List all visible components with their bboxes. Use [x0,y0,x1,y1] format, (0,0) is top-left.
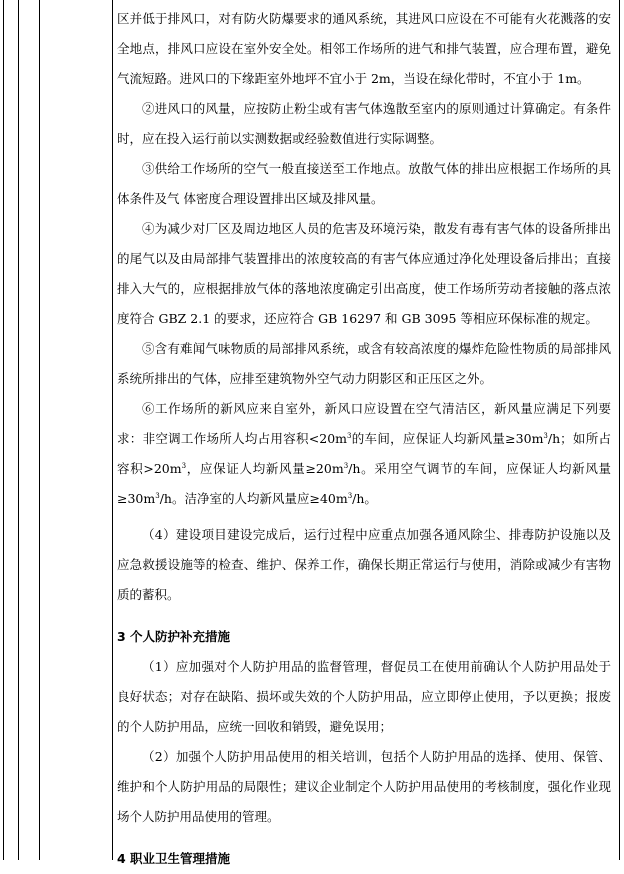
p6-text-2: 的车间，应保证人均新风量≥30m [351,431,544,446]
p6-sup-3: 3 [181,461,187,470]
paragraph-item-5: ⑤含有难闻气味物质的局部排风系统，或含有较高浓度的爆炸危险性物质的局部排风系统所排出的气体，应排至建筑物外空气动力阴影区和正压区之外。 [117,341,611,386]
paragraph-item-2: ②进风口的风量，应按防止粉尘或有害气体逸散至室内的原则通过计算确定。有条件时，应在投入运行前以实测数据或经验数值进行实际调整。 [117,101,611,146]
p6-text-5: /h。采用空气调节的车间，应保证人均新风量≥30m [117,461,612,506]
p6-text-4: ，应保证人均新风量≥20m [186,461,344,476]
table-border-right [619,0,620,860]
paragraph-item-6 [117,394,611,514]
p6-sup-6: 3 [347,491,353,500]
p6-text-7: /h。 [352,491,377,506]
section-3-item-1: （1）应加强对个人防护用品的监督管理，督促员工在使用前确认个人防护用品处于良好状态；对存在缺陷、损坏或失效的个人防护用品，应立即停止使用，予以更换；报废的个人防护用品，应统一回收和销毁，避免误用； [117,659,611,734]
p6-sup-5: 3 [155,491,160,500]
section-3-item-2: （2）加强个人防护用品使用的相关培训，包括个人防护用品的选择、使用、保管、维护和个人防护用品的局限性；建议企业制定个人防护用品使用的考核制度，强化作业现场个人防护用品使用的管理。 [117,749,611,824]
table-column-divider-2 [39,0,40,860]
section-heading-3: 3 个人防护补充措施 [117,629,231,644]
p6-sup-4: 3 [343,461,349,470]
paragraph-item-4: ④为减少对厂区及周边地区人员的危害及环境污染，散发有毒有害气体的设备所排出的尾气以及由局部排气装置排出的浓度较高的有害气体应通过净化处理设备后排出；直接排入大气的，应根据排放气体的落地浓度确定引出高度，使工作场所劳动者接触的落点浓度符合 GBZ 2.1 的要求，还应符合 GB 16297 和 GB 3095 等相应环保标准的规定。 [117,221,611,326]
p6-text-3: /h；如所占容积>20m [117,431,612,476]
table-column-divider-1 [18,0,19,860]
p6-text-6: /h。洁净室的人均新风量应≥40m [159,491,348,506]
paragraph-item-3: ③供给工作场所的空气一般直接送至工作地点。放散气体的排出应根据工作场所的具体条件及气 体密度合理设置排出区域及排风量。 [117,161,611,206]
p6-sup-2: 3 [543,431,548,440]
table-column-divider-3 [112,0,113,860]
section-heading-4: 4 职业卫生管理措施 [117,851,231,866]
p6-sup-1: 3 [347,431,352,440]
p6-text-1: ⑥工作场所的新风应来自室外，新风口应设置在空气清洁区，新风量应满足下列要求：非空调工作场所人均占用容积<20m [117,401,611,446]
document-body [117,4,611,874]
paragraph-4-maintenance: （4）建设项目建设完成后，运行过程中应重点加强各通风除尘、排毒防护设施以及应急救援设施等的检查、维护、保养工作，确保长期正常运行与使用，消除或减少有害物质的蓄积。 [117,527,611,602]
table-border-left [3,0,4,860]
paragraph-ventilation-continued: 区并低于排风口，对有防火防爆要求的通风系统，其进风口应设在不可能有火花溅落的安全地点，排风口应设在室外安全处。相邻工作场所的进气和排气装置，应合理布置，避免气流短路。进风口的下缘距室外地坪不宜小于 2m，当设在绿化带时，不宜小于 1m。 [117,11,611,86]
